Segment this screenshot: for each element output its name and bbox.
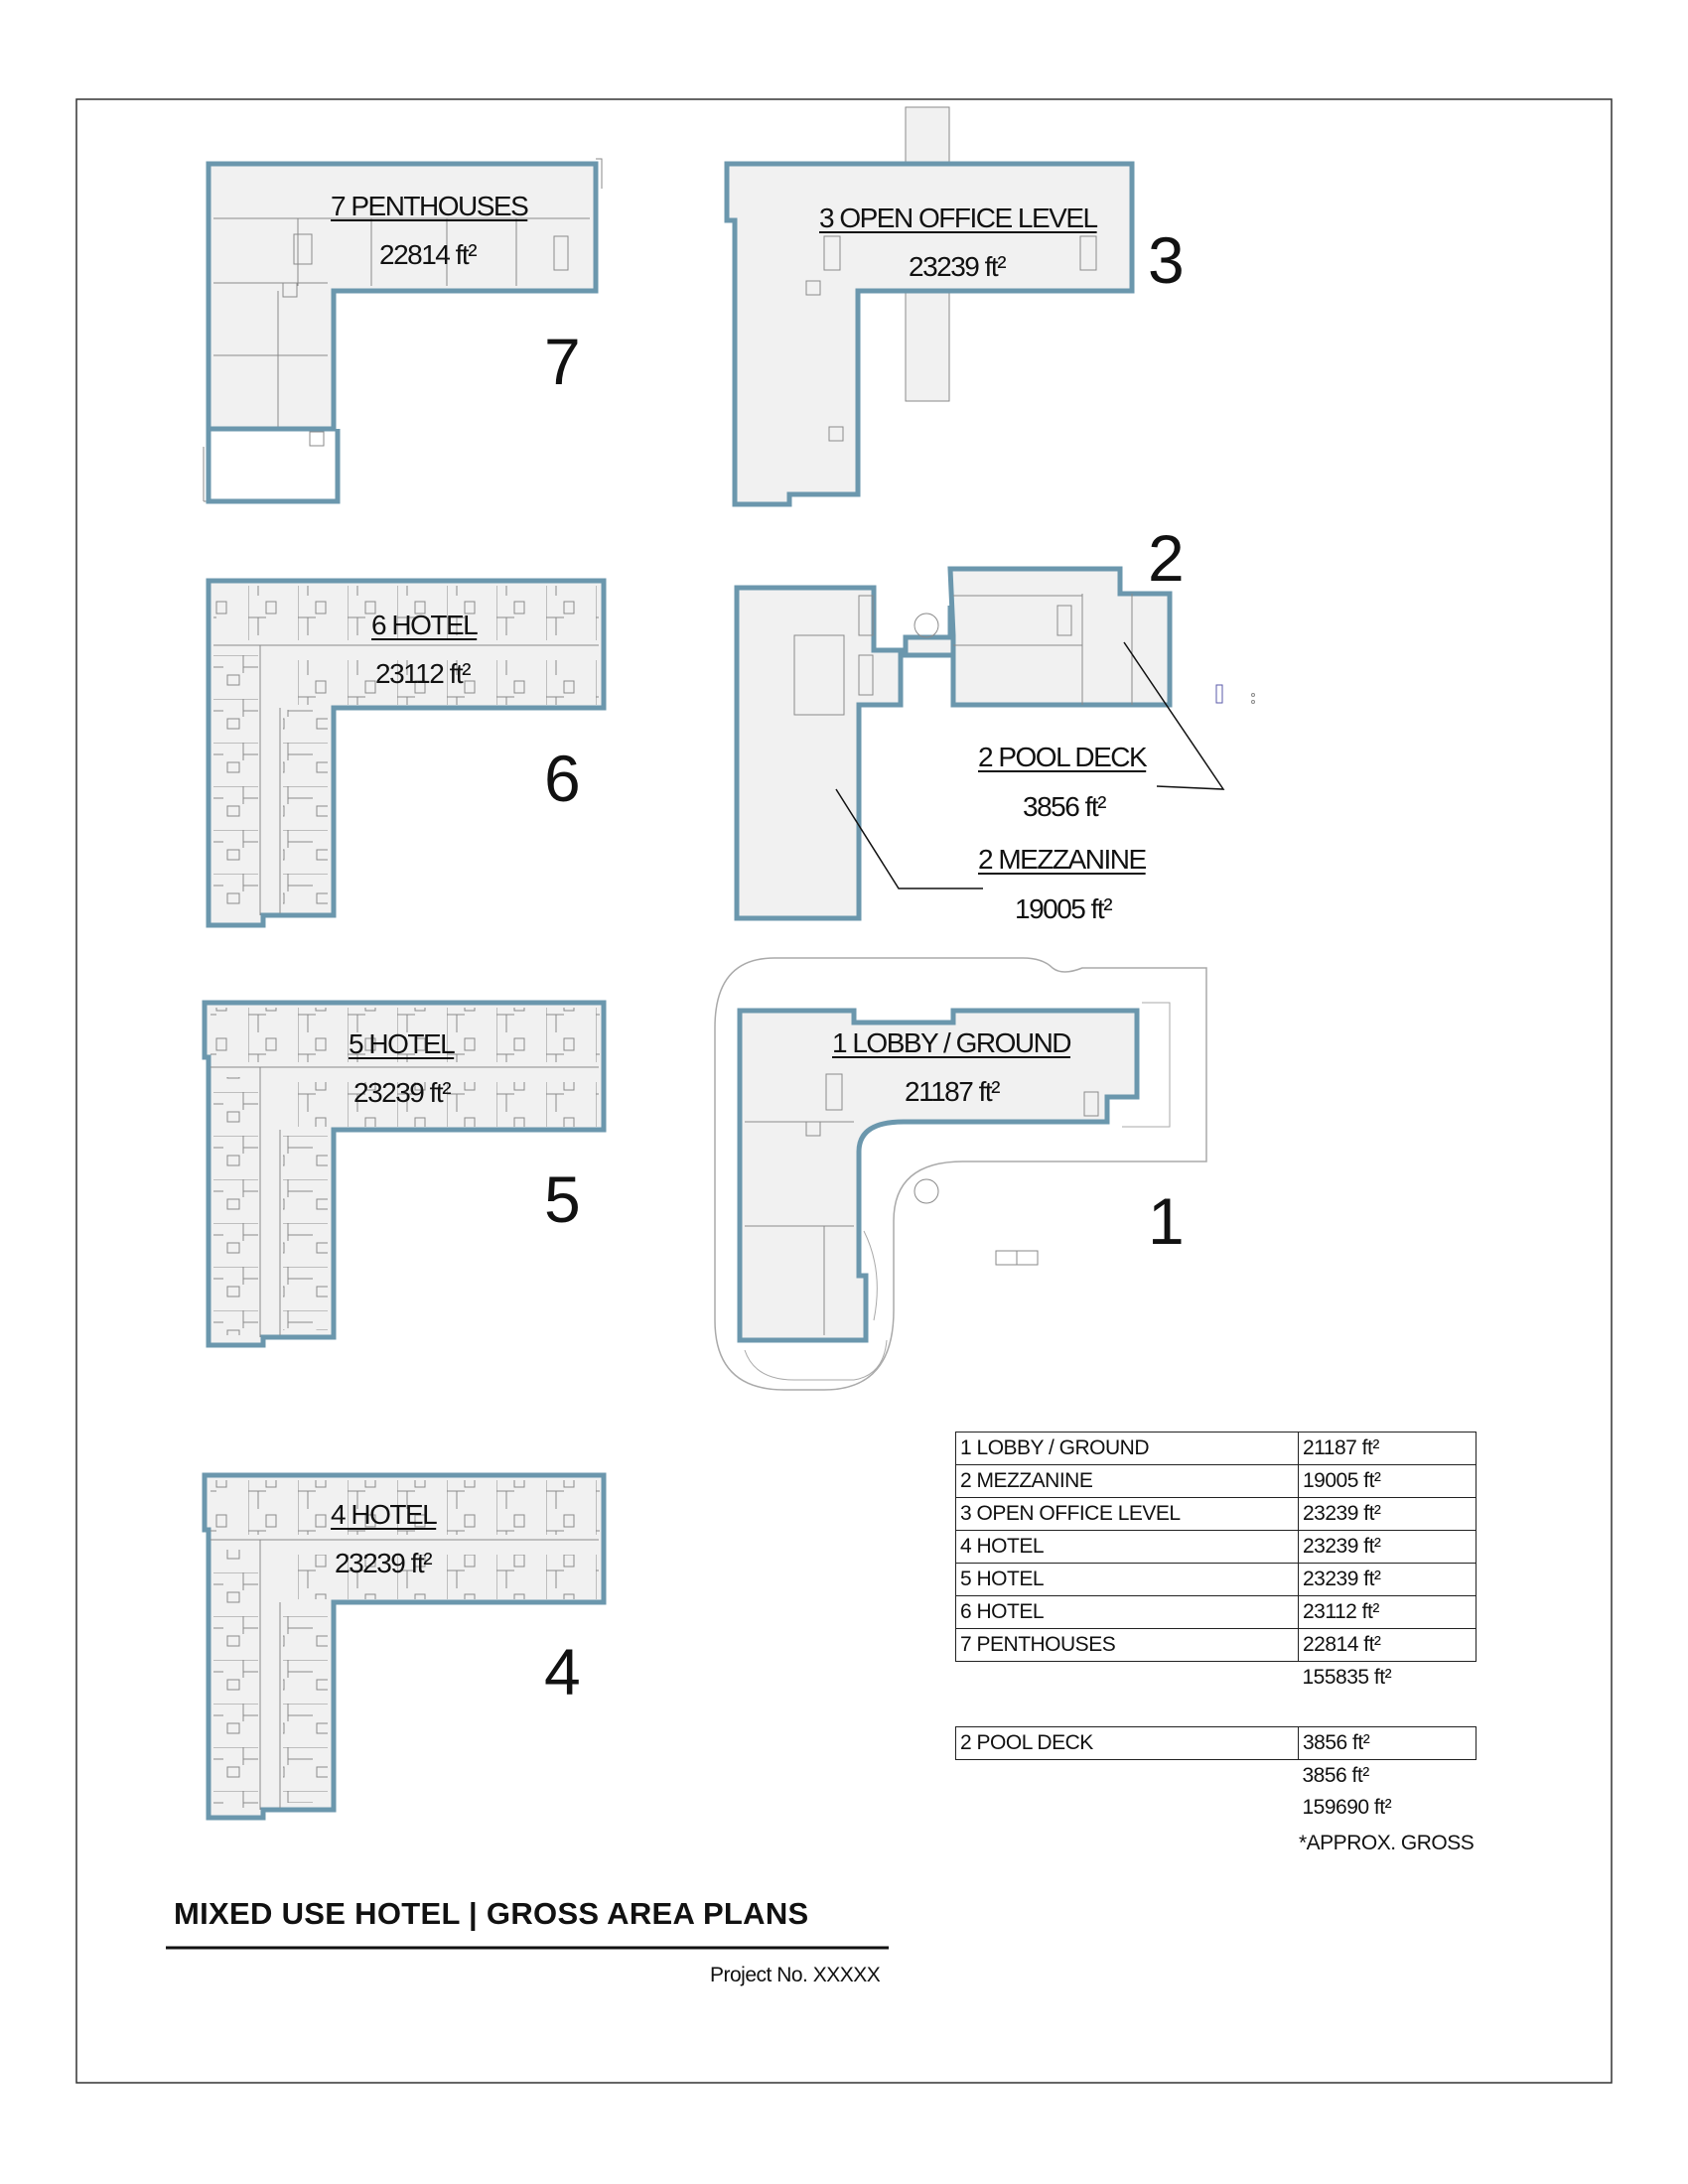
area-name: 3 OPEN OFFICE LEVEL bbox=[956, 1498, 1299, 1531]
grand-total: 159690 ft² bbox=[1302, 1796, 1392, 1819]
table-row bbox=[956, 1727, 1477, 1760]
area-value: 23239 ft² bbox=[1299, 1498, 1477, 1531]
area-name: 6 HOTEL bbox=[956, 1596, 1299, 1629]
plan-6-number: 6 bbox=[544, 742, 579, 815]
area-subtotal: 155835 ft² bbox=[1302, 1666, 1392, 1689]
plan-7-label: 7 PENTHOUSES bbox=[331, 191, 528, 221]
area-value: 23112 ft² bbox=[1299, 1596, 1477, 1629]
plan-2-mezz-area: 19005 ft² bbox=[1015, 893, 1112, 924]
table-row bbox=[956, 1465, 1477, 1498]
table-row bbox=[956, 1531, 1477, 1564]
project-number: Project No. XXXXX bbox=[710, 1964, 881, 1986]
plan-7-area: 22814 ft² bbox=[379, 239, 477, 270]
plan-2-mezz-label: 2 MEZZANINE bbox=[978, 844, 1146, 875]
area-name: 2 MEZZANINE bbox=[956, 1465, 1299, 1498]
area-name: 7 PENTHOUSES bbox=[956, 1629, 1299, 1662]
approx-gross-note: *APPROX. GROSS bbox=[1299, 1832, 1475, 1854]
plan-2-pool-label: 2 POOL DECK bbox=[978, 742, 1147, 772]
plan-6-area: 23112 ft² bbox=[375, 658, 470, 689]
area-schedule-table bbox=[955, 1432, 1477, 1694]
table-row bbox=[956, 1596, 1477, 1629]
plan-5-number: 5 bbox=[544, 1162, 579, 1236]
area-value: 23239 ft² bbox=[1299, 1531, 1477, 1564]
plan-6-label: 6 HOTEL bbox=[371, 610, 478, 640]
plan-2-number: 2 bbox=[1148, 521, 1183, 595]
area-value: 19005 ft² bbox=[1299, 1465, 1477, 1498]
plan-5-label: 5 HOTEL bbox=[349, 1028, 455, 1059]
plan-5-area: 23239 ft² bbox=[353, 1077, 451, 1108]
plan-level-3 bbox=[727, 107, 1132, 504]
pool-subtotal: 3856 ft² bbox=[1302, 1764, 1369, 1787]
plan-4-number: 4 bbox=[544, 1635, 579, 1708]
plan-1-number: 1 bbox=[1148, 1184, 1183, 1258]
plan-3-label: 3 OPEN OFFICE LEVEL bbox=[819, 203, 1097, 233]
plan-1-label: 1 LOBBY / GROUND bbox=[832, 1027, 1071, 1058]
subtotal-row bbox=[956, 1760, 1477, 1793]
pool-name: 2 POOL DECK bbox=[956, 1727, 1299, 1760]
sheet-title: MIXED USE HOTEL | GROSS AREA PLANS bbox=[174, 1896, 809, 1931]
area-value: 23239 ft² bbox=[1299, 1564, 1477, 1596]
table-row bbox=[956, 1629, 1477, 1662]
plan-3-number: 3 bbox=[1148, 223, 1183, 297]
plan-level-1 bbox=[715, 958, 1206, 1390]
plan-2-pool-area: 3856 ft² bbox=[1023, 791, 1105, 822]
pool-value: 3856 ft² bbox=[1299, 1727, 1477, 1760]
table-row bbox=[956, 1564, 1477, 1596]
pool-schedule-table bbox=[955, 1726, 1477, 1824]
plan-3-area: 23239 ft² bbox=[909, 251, 1006, 282]
plan-7-number: 7 bbox=[544, 325, 579, 398]
grand-total-row bbox=[956, 1792, 1477, 1824]
area-value: 22814 ft² bbox=[1299, 1629, 1477, 1662]
plan-1-area: 21187 ft² bbox=[905, 1076, 999, 1107]
area-value: 21187 ft² bbox=[1299, 1433, 1477, 1465]
area-name: 1 LOBBY / GROUND bbox=[956, 1433, 1299, 1465]
plan-4-label: 4 HOTEL bbox=[331, 1499, 437, 1530]
subtotal-row bbox=[956, 1662, 1477, 1695]
area-name: 5 HOTEL bbox=[956, 1564, 1299, 1596]
table-row bbox=[956, 1498, 1477, 1531]
plan-4-area: 23239 ft² bbox=[335, 1548, 432, 1578]
area-name: 4 HOTEL bbox=[956, 1531, 1299, 1564]
table-row bbox=[956, 1433, 1477, 1465]
